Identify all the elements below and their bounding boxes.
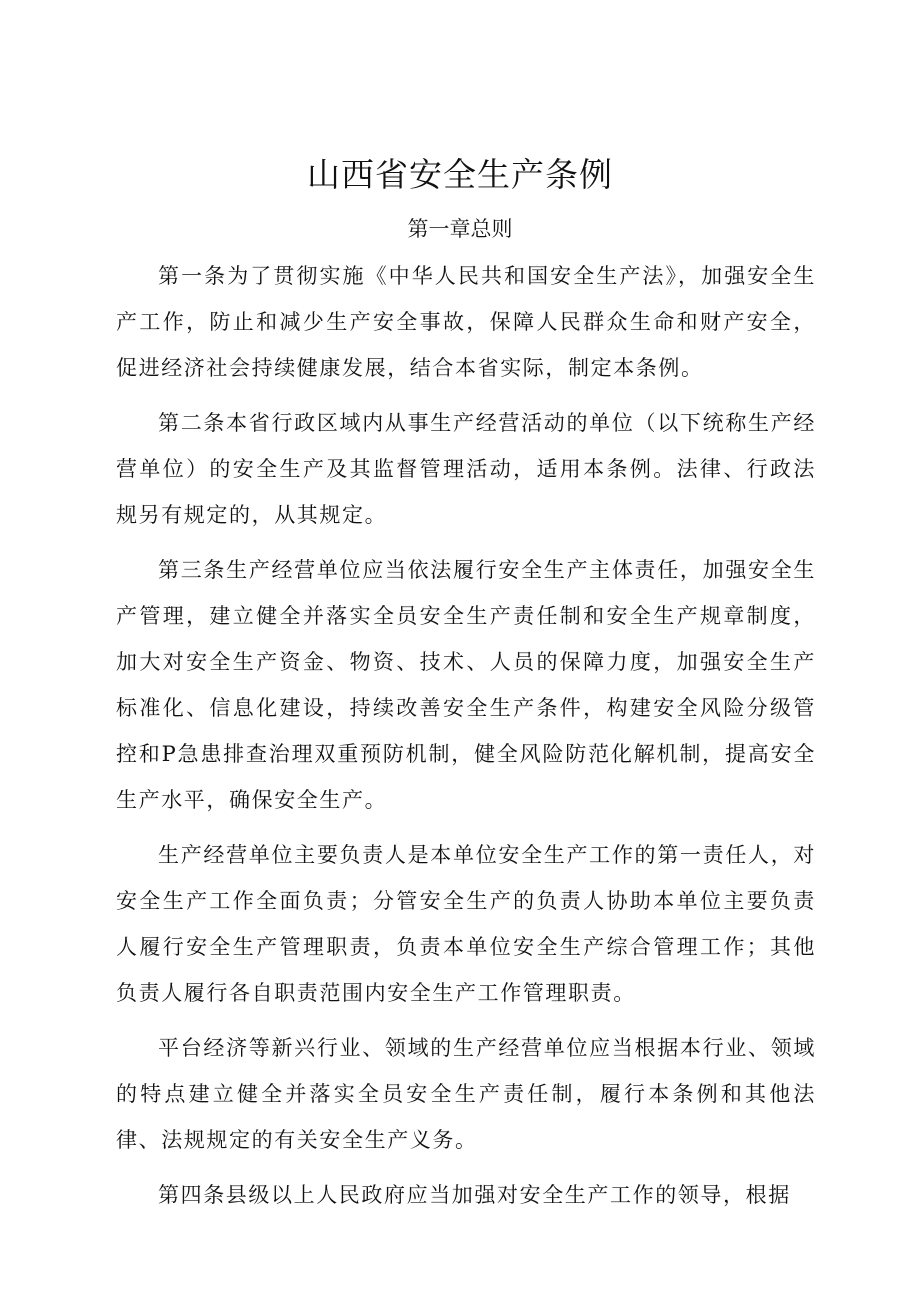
chapter-heading: 第一章总则 [407, 217, 513, 241]
paragraph-article-3-responsibility: 生产经营单位主要负责人是本单位安全生产工作的第一责任人，对安全生产工作全面负责；分管安全生产的负责人协助本单位主要负责人履行安全生产管理职责，负责本单位安全生产综合管理工作；其他负责人履行各自职责范围内安全生产工作管理职责。 [116, 843, 816, 1005]
paragraph-article-4: 第四条县级以上人民政府应当加强对安全生产工作的领导，根据 [158, 1183, 791, 1207]
document-title: 山西省安全生产条例 [307, 155, 613, 194]
paragraph-article-1: 第一条为了贯彻实施《中华人民共和国安全生产法》，加强安全生产工作，防止和减少生产安全事故，保障人民群众生命和财产安全，促进经济社会持续健康发展，结合本省实际，制定本条例。 [116, 264, 816, 380]
paragraph-article-3-platform: 平台经济等新兴行业、领域的生产经营单位应当根据本行业、领域的特点建立健全并落实全员安全生产责任制，履行本条例和其他法律、法规规定的有关安全生产义务。 [116, 1036, 816, 1152]
paragraph-article-2: 第二条本省行政区域内从事生产经营活动的单位（以下统称生产经营单位）的安全生产及其监督管理活动，适用本条例。法律、行政法规另有规定的，从其规定。 [116, 411, 816, 527]
document-body [116, 253, 816, 1227]
paragraph-article-3: 第三条生产经营单位应当依法履行安全生产主体责任，加强安全生产管理，建立健全并落实全员安全生产责任制和安全生产规章制度，加大对安全生产资金、物资、技术、人员的保障力度，加强安全生产标准化、信息化建设，持续改善安全生产条件，构建安全风险分级管控和P急患排查治理双重预防机制，健全风险防范化解机制，提高安全生产水平，确保安全生产。 [116, 558, 816, 812]
